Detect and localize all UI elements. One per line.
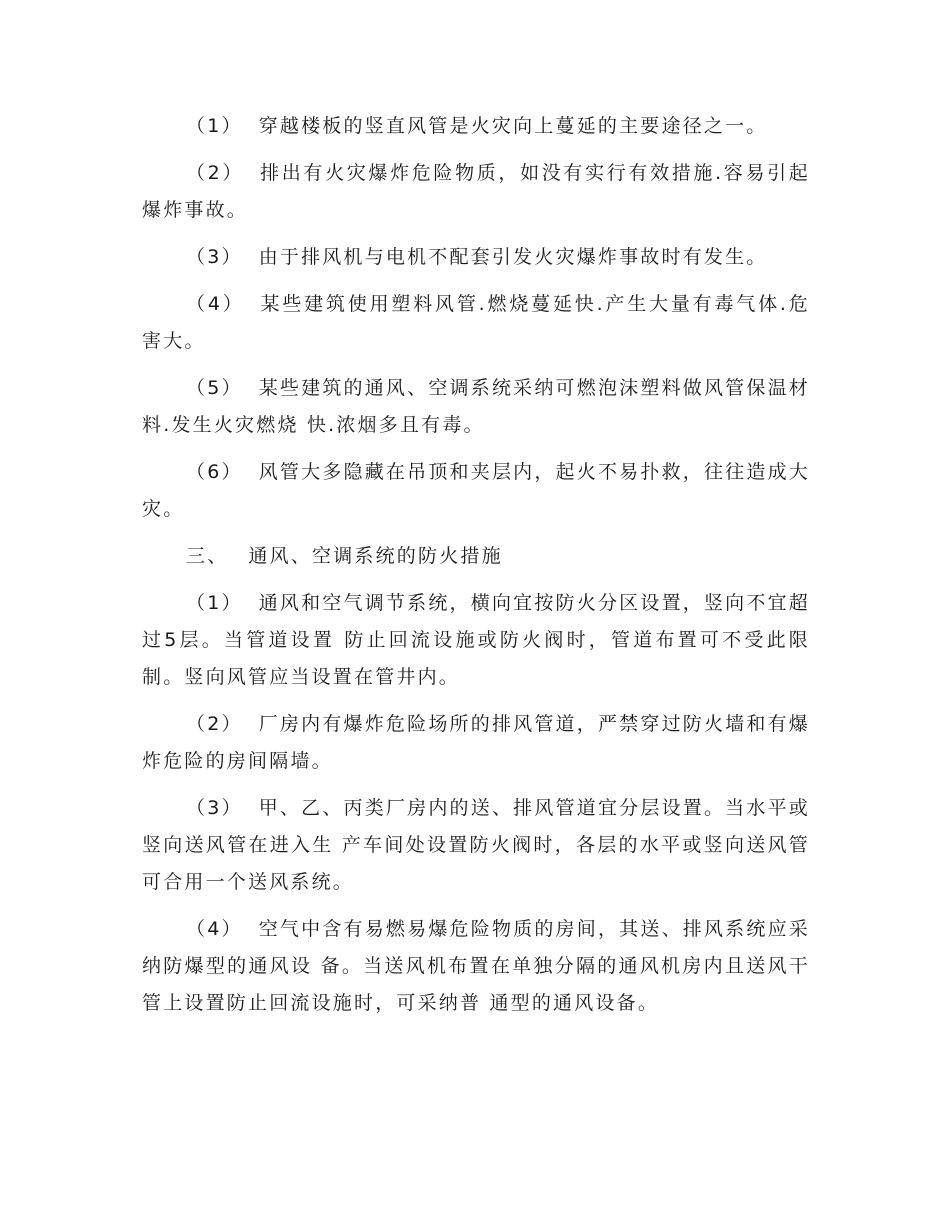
section-heading: [142, 538, 810, 575]
item-number: （2）: [186, 162, 245, 184]
list-item: [142, 239, 810, 276]
item-text: 通风和空气调节系统，横向宜按防火分区设置，竖向不宜超过5层。当管道设置 防止回流设施或防火阀时，管道布置可不受此限制。竖向风管应当设置在管井内。: [142, 592, 810, 688]
item-number: （3）: [186, 246, 243, 268]
item-text: 某些建筑的通风、空调系统采纳可燃泡沫塑料做风管保温材料.发生火灾燃烧 快.浓烟多且有毒。: [142, 377, 810, 436]
item-text: 排出有火灾爆炸危险物质，如没有实行有效措施.容易引起爆炸事故。: [142, 162, 810, 221]
item-number: （5）: [186, 377, 243, 399]
item-number: （1）: [186, 592, 243, 614]
item-number: （3）: [186, 797, 243, 819]
item-text: 某些建筑使用塑料风管.燃烧蔓延快.产生大量有毒气体.危害大。: [142, 293, 810, 352]
item-number: （1）: [186, 115, 243, 137]
list-item: [142, 911, 810, 1022]
list-item: [142, 286, 810, 360]
list-item: [142, 370, 810, 444]
item-text: 由于排风机与电机不配套引发火灾爆炸事故时有发生。: [258, 246, 768, 268]
item-text: 甲、乙、丙类厂房内的送、排风管道宜分层设置。当水平或竖向送风管在进入生 产车间处设置防火阀时，各层的水平或竖向送风管可合用一个送风系统。: [142, 797, 810, 893]
list-item: [142, 585, 810, 696]
item-text: 厂房内有爆炸危险场所的排风管道，严禁穿过防火墙和有爆炸危险的房间隔墙。: [142, 713, 810, 772]
item-number: （4）: [186, 918, 243, 940]
list-item: [142, 108, 810, 145]
item-text: 穿越楼板的竖直风管是火灾向上蔓延的主要途径之一。: [258, 115, 768, 137]
item-text: 风管大多隐藏在吊顶和夹层内，起火不易扑救，往往造成大灾。: [142, 461, 810, 520]
list-item: [142, 790, 810, 901]
item-number: （6）: [186, 461, 243, 483]
list-item: [142, 706, 810, 780]
section-title: 通风、空调系统的防火措施: [248, 545, 503, 567]
list-item: [142, 155, 810, 229]
item-number: （4）: [186, 293, 245, 315]
list-item: [142, 454, 810, 528]
document-body: [142, 108, 810, 1032]
item-number: （2）: [186, 713, 243, 735]
item-text: 空气中含有易燃易爆危险物质的房间，其送、排风系统应采纳防爆型的通风设 备。当送风机布置在单独分隔的通风机房内且送风干管上设置防止回流设施时，可采纳普 通型的通风设备。: [142, 918, 810, 1014]
section-number: 三、: [186, 545, 229, 567]
